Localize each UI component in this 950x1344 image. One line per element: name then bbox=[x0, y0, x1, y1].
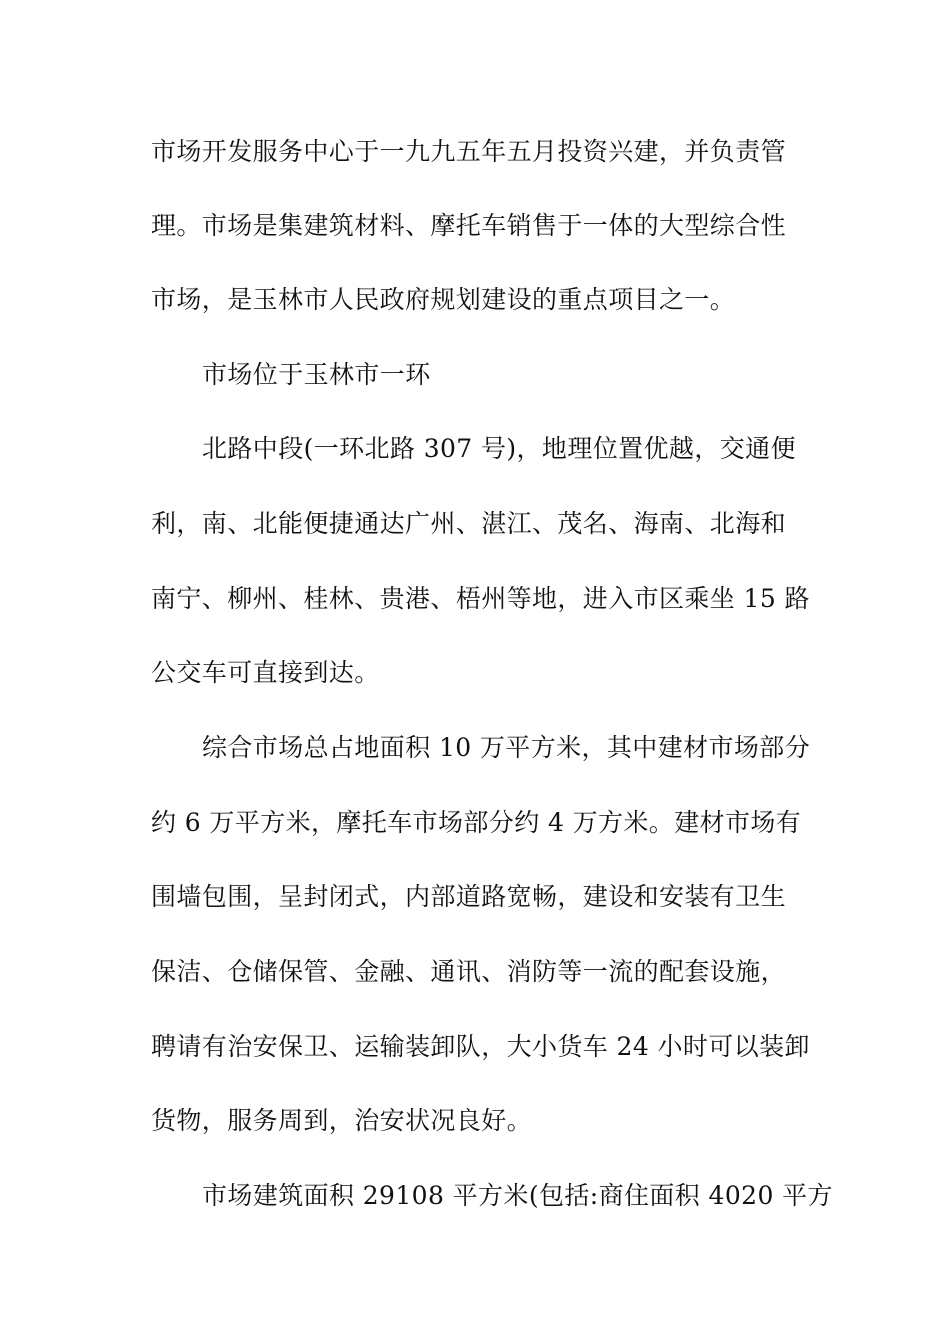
text-line-9: 综合市场总占地面积 10 万平方米，其中建材市场部分 bbox=[202, 733, 811, 762]
text-line-4: 市场位于玉林市一环 bbox=[202, 360, 431, 389]
text-line-7: 南宁、柳州、桂林、贵港、梧州等地，进入市区乘坐 15 路 bbox=[151, 584, 810, 613]
text-line-8: 公交车可直接到达。 bbox=[151, 658, 380, 687]
text-line-11: 围墙包围，呈封闭式，内部道路宽畅，建设和安装有卫生 bbox=[151, 882, 787, 911]
text-line-13: 聘请有治安保卫、运输装卸队，大小货车 24 小时可以装卸 bbox=[151, 1032, 810, 1061]
text-line-10: 约 6 万平方米，摩托车市场部分约 4 万方米。建材市场有 bbox=[151, 808, 802, 837]
text-line-2: 理。市场是集建筑材料、摩托车销售于一体的大型综合性 bbox=[151, 211, 787, 240]
text-line-1: 市场开发服务中心于一九九五年五月投资兴建，并负责管 bbox=[151, 137, 787, 166]
text-line-5: 北路中段(一环北路 307 号)，地理位置优越，交通便 bbox=[202, 434, 796, 463]
text-line-6: 利，南、北能便捷通达广州、湛江、茂名、海南、北海和 bbox=[151, 509, 787, 538]
text-line-14: 货物，服务周到，治安状况良好。 bbox=[151, 1106, 533, 1135]
text-line-3: 市场，是玉林市人民政府规划建设的重点项目之一。 bbox=[151, 285, 736, 314]
text-line-15: 市场建筑面积 29108 平方米(包括:商住面积 4020 平方 bbox=[202, 1181, 833, 1210]
text-line-12: 保洁、仓储保管、金融、通讯、消防等一流的配套设施， bbox=[151, 957, 787, 986]
